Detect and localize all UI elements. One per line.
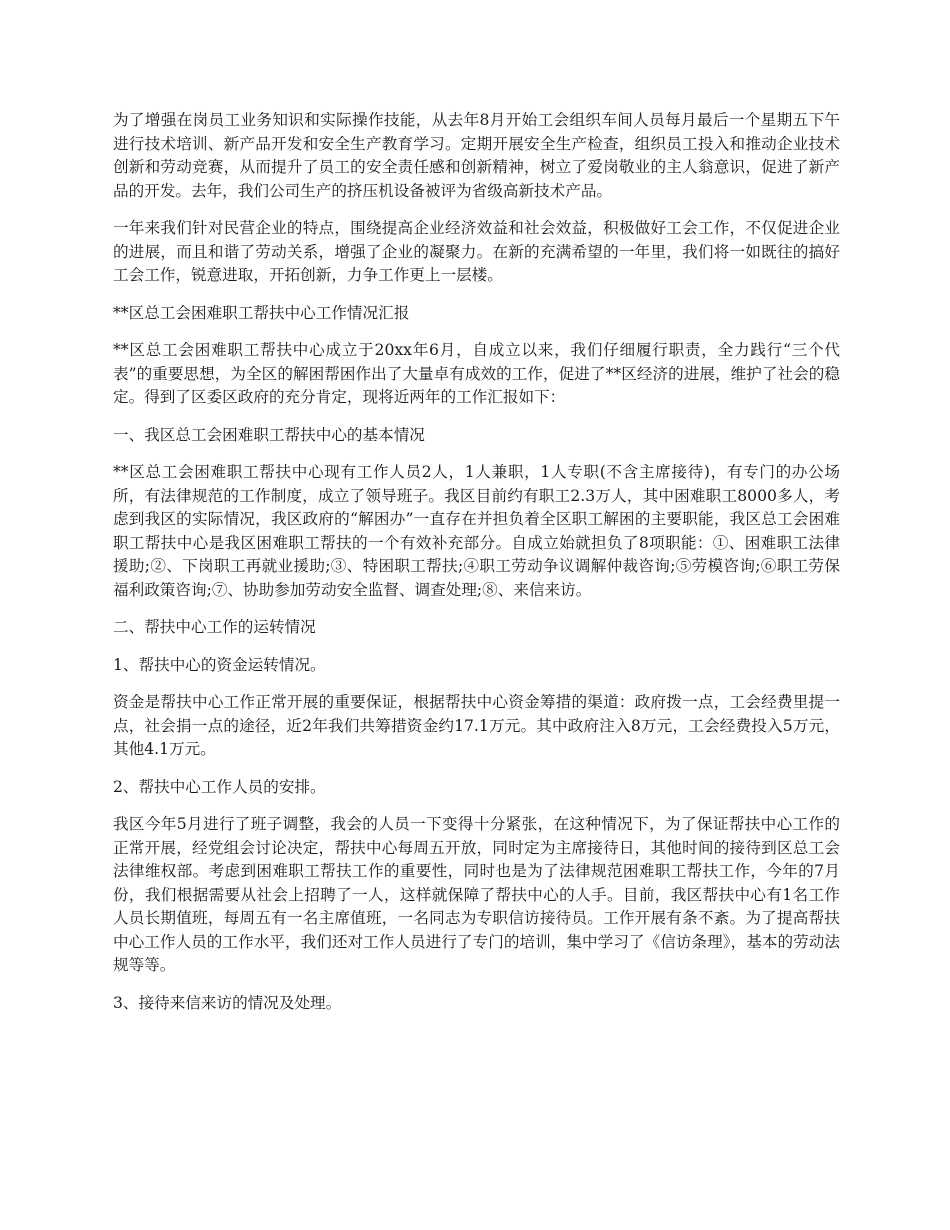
report-title: **区总工会困难职工帮扶中心工作情况汇报 [113,303,410,322]
paragraph-staffing: 我区今年5月进行了班子调整，我会的人员一下变得十分紧张，在这种情况下，为了保证帮扶中心工作的正常开展，经党组会讨论决定，帮扶中心每周五开放，同时定为主席接待日，其他时间的接待到区总工会法律维权部。考虑到困难职工帮扶工作的重要性，同时也是为了法律规范困难职工帮扶工作，今年的7月份，我们根据需要从社会上招聘了一人，这样就保障了帮扶中心的人手。目前，我区帮扶中心有1名工作人员长期值班，每周五有一名主席值班，一名同志为专职信访接待员。工作开展有条不紊。为了提高帮扶中心工作人员的工作水平，我们还对工作人员进行了专门的培训，集中学习了《信访条理》，基本的劳动法规等等。 [113,815,840,974]
paragraph-union-training: 为了增强在岗员工业务知识和实际操作技能，从去年8月开始工会组织车间人员每月最后一个星期五下午进行技术培训、新产品开发和安全生产教育学习。定期开展安全生产检查，组织员工投入和推动企业技术创新和劳动竞赛，从而提升了员工的安全责任感和创新精神，树立了爱岗敬业的主人翁意识，促进了新产品的开发。去年，我们公司生产的挤压机设备被评为省级高新技术产品。 [113,111,840,200]
subheading-visits: 3、接待来信来访的情况及处理。 [113,993,342,1012]
paragraph-center-intro: **区总工会困难职工帮扶中心成立于20xx年6月，自成立以来，我们仔细履行职责，全力践行“三个代表”的重要思想，为全区的解困帮困作出了大量卓有成效的工作，促进了**区经济的进展，维护了社会的稳定。得到了区委区政府的充分肯定，现将近两年的工作汇报如下： [113,341,840,406]
paragraph-basic-info: **区总工会困难职工帮扶中心现有工作人员2人，1人兼职，1人专职(不含主席接待)，有专门的办公场所，有法律规范的工作制度，成立了领导班子。我区目前约有职工2.3万人，其中困难职工8000多人，考虑到我区的实际情况，我区政府的“解困办”一直存在并担负着全区职工解困的主要职能，我区总工会困难职工帮扶中心是我区困难职工帮扶的一个有效补充部分。自成立始就担负了8项职能：①、困难职工法律援助;②、下岗职工再就业援助;③、特困职工帮扶;④职工劳动争议调解仲裁咨询;⑤劳模咨询;⑥职工劳保福利政策咨询;⑦、协助参加劳动安全监督、调查处理;⑧、来信来访。 [113,463,840,599]
paragraph-funding: 资金是帮扶中心工作正常开展的重要保证，根据帮扶中心资金筹措的渠道：政府拨一点，工会经费里提一点，社会捐一点的途径，近2年我们共筹措资金约17.1万元。其中政府注入8万元，工会经费投入5万元，其他4.1万元。 [113,693,840,758]
section-heading-operation: 二、帮扶中心工作的运转情况 [113,618,316,636]
section-heading-basic-info: 一、我区总工会困难职工帮扶中心的基本情况 [113,425,425,444]
subheading-staffing: 2、帮扶中心工作人员的安排。 [113,777,326,796]
subheading-funding: 1、帮扶中心的资金运转情况。 [113,655,326,674]
document-page [113,109,840,1029]
paragraph-year-summary: 一年来我们针对民营企业的特点，围绕提高企业经济效益和社会效益，积极做好工会工作，不仅促进企业的进展，而且和谐了劳动关系，增强了企业的凝聚力。在新的充满希望的一年里，我们将一如既往的搞好工会工作，锐意进取，开拓创新，力争工作更上一层楼。 [113,219,840,284]
